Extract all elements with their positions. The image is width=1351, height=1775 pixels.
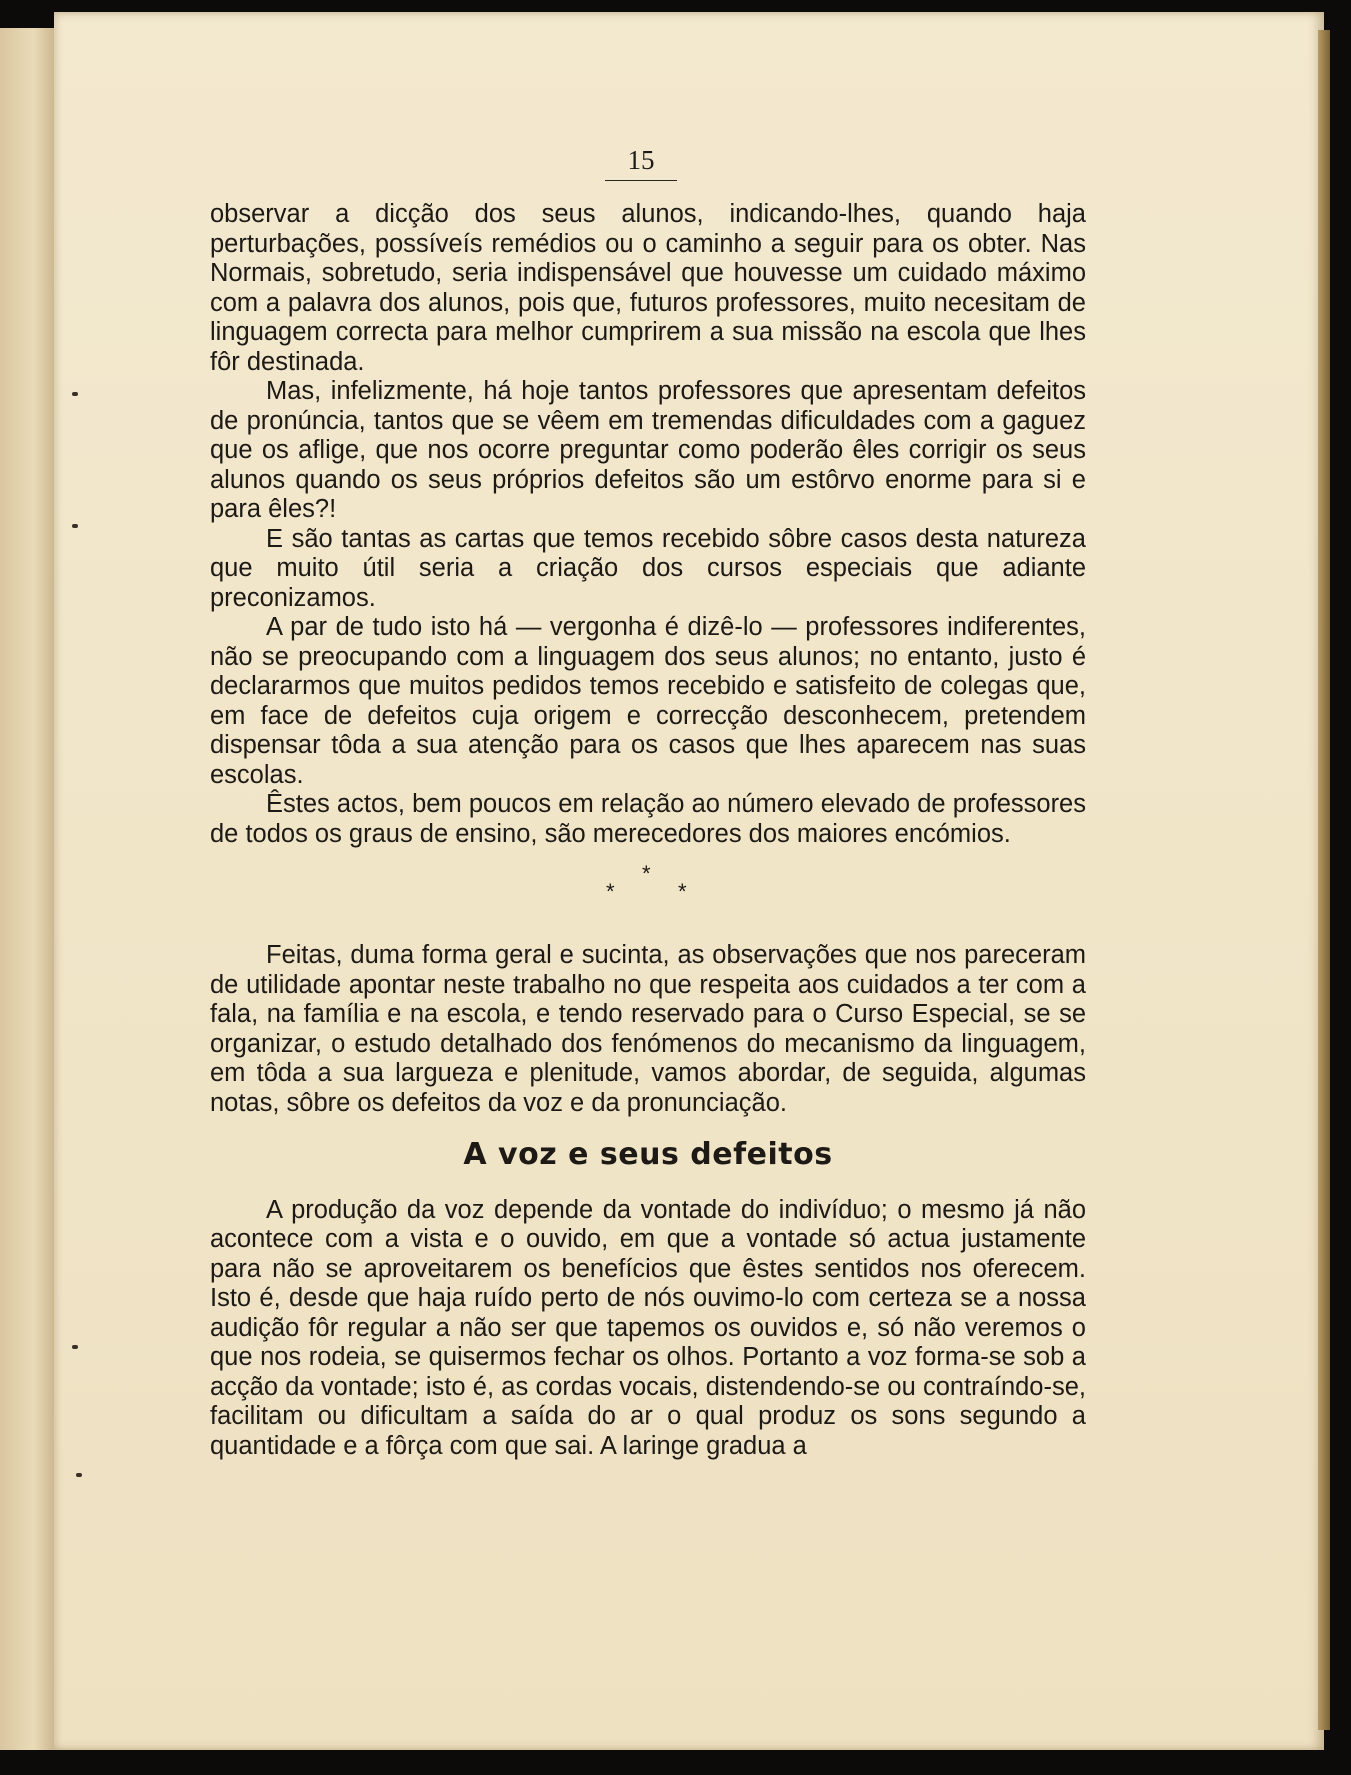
- section-heading: A voz e seus defeitos: [463, 1137, 833, 1172]
- page-edge-shadow: [1318, 30, 1330, 1730]
- paragraph: Mas, infelizmente, há hoje tantos professores que apresentam defeitos de pronúncia, tantos que se vêem em tremendas dificuldades com a gaguez que os aflige, que nos ocorre preguntar como poderão êles corrigir os seus alunos quando os seus próprios defeitos são um estôrvo enorme para si e para êles?!: [210, 377, 1086, 523]
- facing-page-edge: [0, 28, 56, 1750]
- asterism-star: *: [606, 879, 615, 904]
- paragraph: Feitas, duma forma geral e sucinta, as observações que nos pareceram de utilidade apontar neste trabalho no que respeita aos cuidados a ter com a fala, na família e na escola, e tendo reservado para o Curso Especial, se se organizar, o estudo detalhado dos fenómenos do mecanismo da linguagem, em tôda a sua largueza e plenitude, vamos abordar, de seguida, algumas notas, sôbre os defeitos da voz e da pronunciação.: [210, 941, 1086, 1117]
- margin-mark: [72, 392, 78, 396]
- paragraph: observar a dicção dos seus alunos, indicando-lhes, quando haja perturbações, possíveís remédios ou o caminho a seguir para os obter. Nas Normais, sobretudo, seria indispensável que houvesse um cuidado máximo com a palavra dos alunos, pois que, futuros professores, muito necesitam de linguagem correcta para melhor cumprirem a sua missão na escola que lhes fôr destinada.: [210, 200, 1086, 376]
- asterism-star: *: [678, 879, 687, 904]
- margin-mark: [76, 1473, 82, 1477]
- paragraph: A par de tudo isto há — vergonha é dizê-lo — professores indiferentes, não se preocupando com a linguagem dos seus alunos; no entanto, justo é declararmos que muitos pedidos temos recebido e satisfeito de colegas que, em face de defeitos cuja origem e correcção desconhecem, pretendem dispensar tôda a sua atenção para os casos que lhes aparecem nas suas escolas.: [210, 613, 1086, 789]
- paragraphs-before: [210, 200, 1086, 849]
- margin-mark: [72, 524, 78, 528]
- body-text: [210, 200, 1086, 1461]
- asterism-star: *: [642, 861, 651, 886]
- margin-mark: [72, 1345, 78, 1349]
- paragraphs-after: [210, 1196, 1086, 1462]
- asterism: [210, 849, 1086, 941]
- page-number: 15: [605, 145, 677, 181]
- paragraph: E são tantas as cartas que temos recebido sôbre casos desta natureza que muito útil seria a criação dos cursos especiais que adiante preconizamos.: [210, 524, 1086, 612]
- paragraph: Êstes actos, bem poucos em relação ao número elevado de professores de todos os graus de ensino, são merecedores dos maiores encómios.: [210, 790, 1086, 848]
- paragraph: A produção da voz depende da vontade do indivíduo; o mesmo já não acontece com a vista e o ouvido, em que a vontade só actua justamente para não se aproveitarem os benefícios que êstes sentidos nos oferecem. Isto é, desde que haja ruído perto de nós ouvimo-lo com certeza se a nossa audição fôr regular a não ser que tapemos os ouvidos e, só não veremos o que nos rodeia, se quisermos fechar os olhos. Portanto a voz forma-se sob a acção da vontade; isto é, as cordas vocais, distendendo-se ou contraíndo-se, facilitam ou dificultam a saída do ar o qual produz os sons segundo a quantidade e a fôrça com que sai. A laringe gradua a: [210, 1195, 1086, 1460]
- paragraphs-middle: [210, 941, 1086, 1118]
